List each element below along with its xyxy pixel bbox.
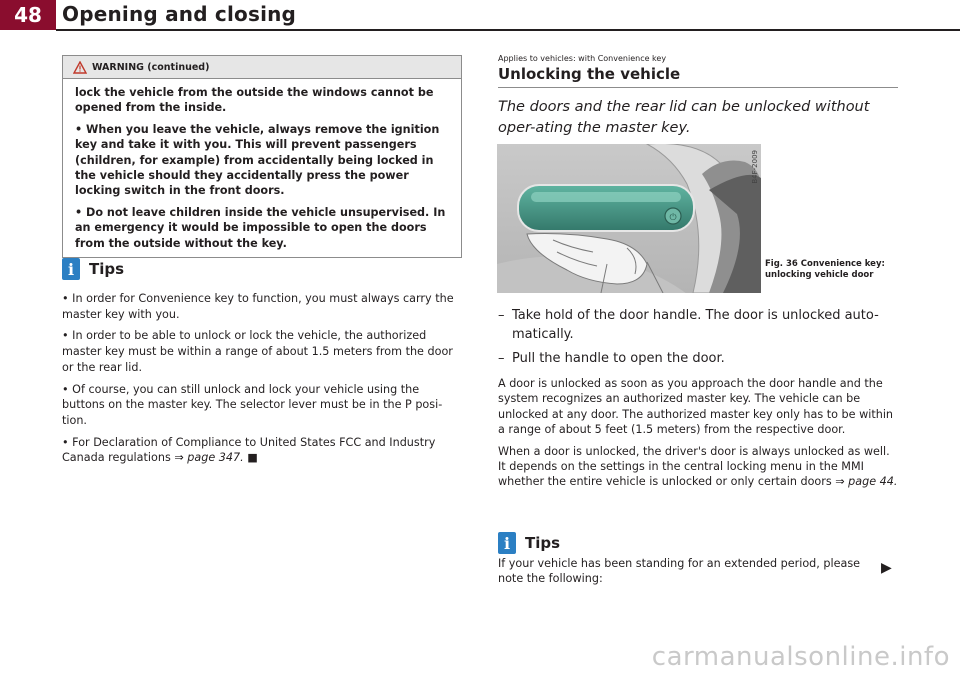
step-list <box>498 306 898 373</box>
warning-body <box>63 78 461 257</box>
watermark: carmanualsonline.info <box>651 642 950 672</box>
info-icon: i <box>62 258 80 280</box>
step-text: Take hold of the door handle. The door is unlocked auto-matically. <box>512 308 879 342</box>
continue-arrow-icon: ▶ <box>881 560 892 576</box>
svg-text:⏻: ⏻ <box>669 213 677 223</box>
tip-item: • In order to be able to unlock or lock the vehicle, the authorized master key must be within a range of about 1.5 meters from the door or the rear lid. <box>62 329 453 374</box>
warning-paragraph: • When you leave the vehicle, always remove the ignition key and take it with you. This will prevent passengers (children, for example) from accidentally being locked in the vehicle should they accidentally press the power locking switch in the front doors. <box>75 122 440 198</box>
header-divider <box>56 29 960 31</box>
warning-heading: WARNING (continued) <box>92 61 210 73</box>
warning-header <box>63 56 461 78</box>
info-icon: i <box>498 532 516 554</box>
step-text: Pull the handle to open the door. <box>512 351 725 366</box>
step-dash: – <box>498 351 505 366</box>
body-paragraph: A door is unlocked as soon as you approach the door handle and the system recognizes an authorized master key. The vehicle can be unlocked at any door. The authorized master key only has to be within a range of about 5 feet (1.5 meters) from the respective door. <box>498 377 894 437</box>
applies-to-note: Applies to vehicles: with Convenience key <box>498 54 667 63</box>
tips-heading-right <box>498 532 560 554</box>
tips-text-right: If your vehicle has been standing for an extended period, please note the following: <box>498 557 861 586</box>
warning-paragraph: • Do not leave children inside the vehicle unsupervised. In an emergency it would be impossible to open the doors from the outside without the key. <box>75 205 446 250</box>
warning-triangle-icon <box>73 61 87 74</box>
warning-box <box>62 55 462 258</box>
tips-list-left <box>62 291 462 472</box>
page-reference-link[interactable]: ⇒ page 44. <box>835 475 898 489</box>
body-text <box>498 376 898 496</box>
figure-caption: Fig. 36 Convenience key: unlocking vehicle door <box>765 259 885 280</box>
body-paragraph-text: When a door is unlocked, the driver's door is always unlocked as well. It depends on the settings in the central locking menu in the MMI whether the entire vehicle is unlocked or only certain doors <box>498 444 890 489</box>
section-divider <box>498 87 898 88</box>
figure-code: B4F-2009 <box>751 150 759 184</box>
step-item <box>498 306 898 344</box>
section-lead: The doors and the rear lid can be unlocked without oper-ating the master key. <box>498 99 870 136</box>
tips-heading-left <box>62 258 124 280</box>
tip-item: • Of course, you can still unlock and lock your vehicle using the buttons on the master key. The selector lever must be in the P posi-tion. <box>62 382 443 427</box>
chapter-title: Opening and closing <box>62 2 297 26</box>
tip-item: • In order for Convenience key to function, you must always carry the master key with you. <box>62 292 454 321</box>
tip-item <box>62 435 462 466</box>
warning-paragraph: lock the vehicle from the outside the windows cannot be opened from the inside. <box>75 86 434 115</box>
section-title: Unlocking the vehicle <box>498 65 681 83</box>
end-mark: ■ <box>247 451 258 465</box>
door-handle-illustration <box>497 144 761 293</box>
step-item <box>498 349 898 368</box>
tips-heading-text: Tips <box>89 260 125 278</box>
step-dash: – <box>498 308 505 323</box>
tip-item-text: • For Declaration of Compliance to United States FCC and Industry Canada regulations <box>62 435 436 465</box>
page-number: 48 <box>0 0 56 30</box>
tips-heading-text: Tips <box>525 534 561 552</box>
page-reference-link[interactable]: ⇒ page 347. <box>174 451 244 465</box>
figure-door-handle <box>497 144 761 293</box>
body-paragraph <box>498 444 898 490</box>
